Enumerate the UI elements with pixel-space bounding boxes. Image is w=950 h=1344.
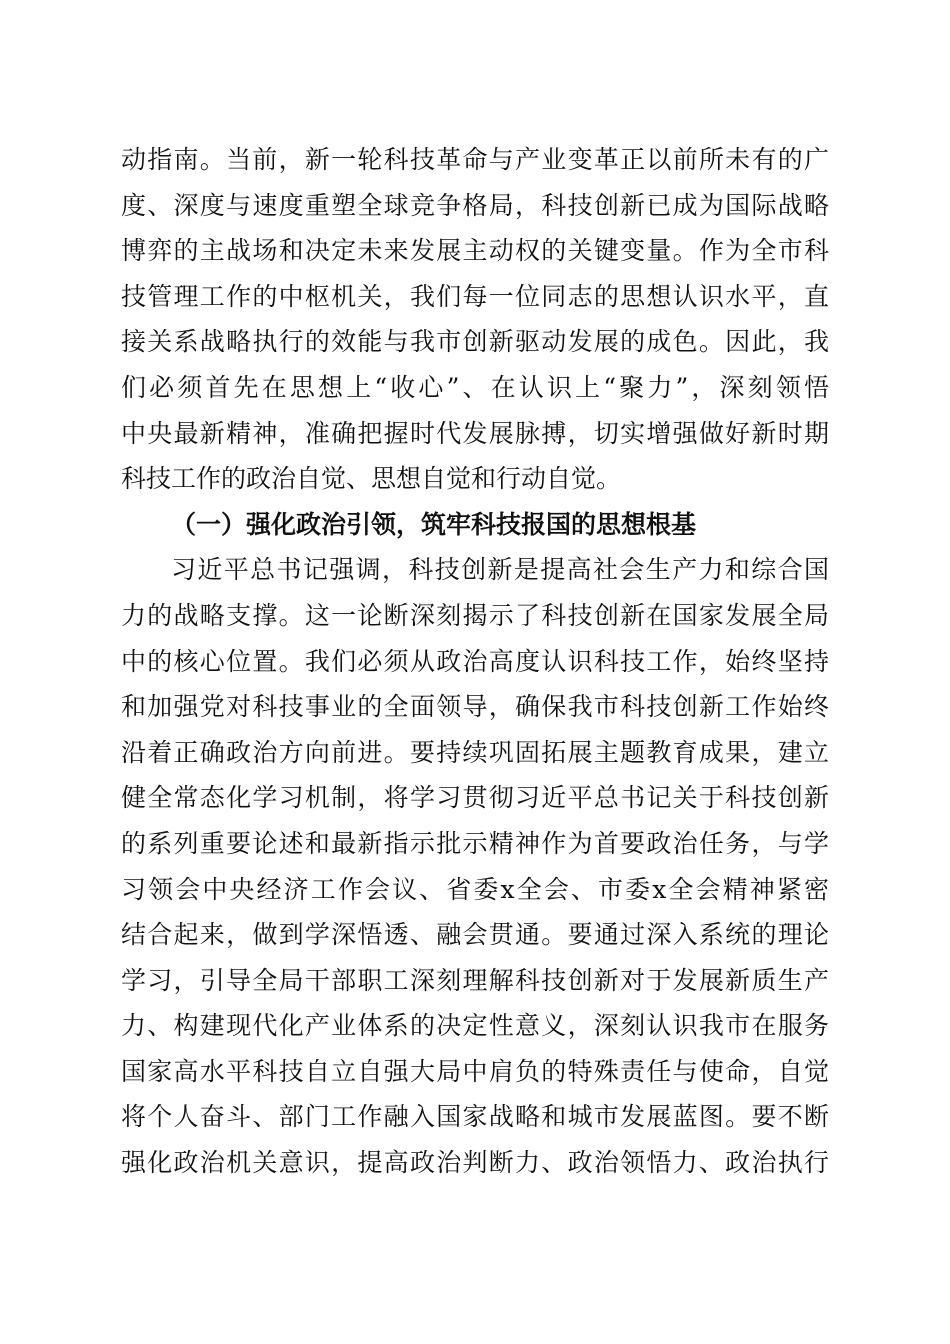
paragraph-line: 接关系战略执行的效能与我市创新驱动发展的成色。因此，我 (121, 327, 829, 357)
paragraph-line: 技管理工作的中枢机关，我们每一位同志的思想认识水平，直 (121, 281, 829, 311)
paragraph-line: 学习，引导全局干部职工深刻理解科技创新对于发展新质生产 (121, 965, 829, 995)
paragraph-line: 习近平总书记强调，科技创新是提高社会生产力和综合国 (171, 555, 829, 585)
paragraph-line: 的系列重要论述和最新指示批示精神作为首要政治任务，与学 (121, 828, 829, 858)
paragraph-line: 力、构建现代化产业体系的决定性意义，深刻认识我市在服务 (121, 1011, 829, 1041)
paragraph-line: 们必须首先在思想上“收心”、在认识上“聚力”，深刻领悟 (121, 372, 829, 402)
paragraph-line: 国家高水平科技自立自强大局中肩负的特殊责任与使命，自觉 (121, 1056, 829, 1086)
paragraph-line: 力的战略支撑。这一论断深刻揭示了科技创新在国家发展全局 (121, 600, 829, 630)
paragraph-line: 强化政治机关意识，提高政治判断力、政治领悟力、政治执行 (121, 1148, 829, 1178)
paragraph-line: 习领会中央经济工作会议、省委x全会、市委x全会精神紧密 (121, 874, 829, 904)
section-heading: （一）强化政治引领，筑牢科技报国的思想根基 (171, 509, 697, 539)
paragraph-line: 度、深度与速度重塑全球竞争格局，科技创新已成为国际战略 (121, 190, 829, 220)
paragraph-line: 中央最新精神，准确把握时代发展脉搏，切实增强做好新时期 (121, 418, 829, 448)
paragraph-line: 动指南。当前，新一轮科技革命与产业变革正以前所未有的广 (121, 145, 829, 174)
paragraph-line: 结合起来，做到学深悟透、融会贯通。要通过深入系统的理论 (121, 920, 829, 950)
paragraph-line: 沿着正确政治方向前进。要持续巩固拓展主题教育成果，建立 (121, 737, 829, 767)
body-text (121, 137, 829, 1186)
paragraph-line: 将个人奋斗、部门工作融入国家战略和城市发展蓝图。要不断 (121, 1102, 829, 1132)
paragraph-line: 中的核心位置。我们必须从政治高度认识科技工作，始终坚持 (121, 646, 829, 676)
paragraph-line: 博弈的主战场和决定未来发展主动权的关键变量。作为全市科 (121, 236, 829, 266)
paragraph-line: 健全常态化学习机制，将学习贯彻习近平总书记关于科技创新 (121, 783, 829, 813)
paragraph-line: 科技工作的政治自觉、思想自觉和行动自觉。 (121, 464, 622, 494)
paragraph-line: 和加强党对科技事业的全面领导，确保我市科技创新工作始终 (121, 692, 829, 722)
